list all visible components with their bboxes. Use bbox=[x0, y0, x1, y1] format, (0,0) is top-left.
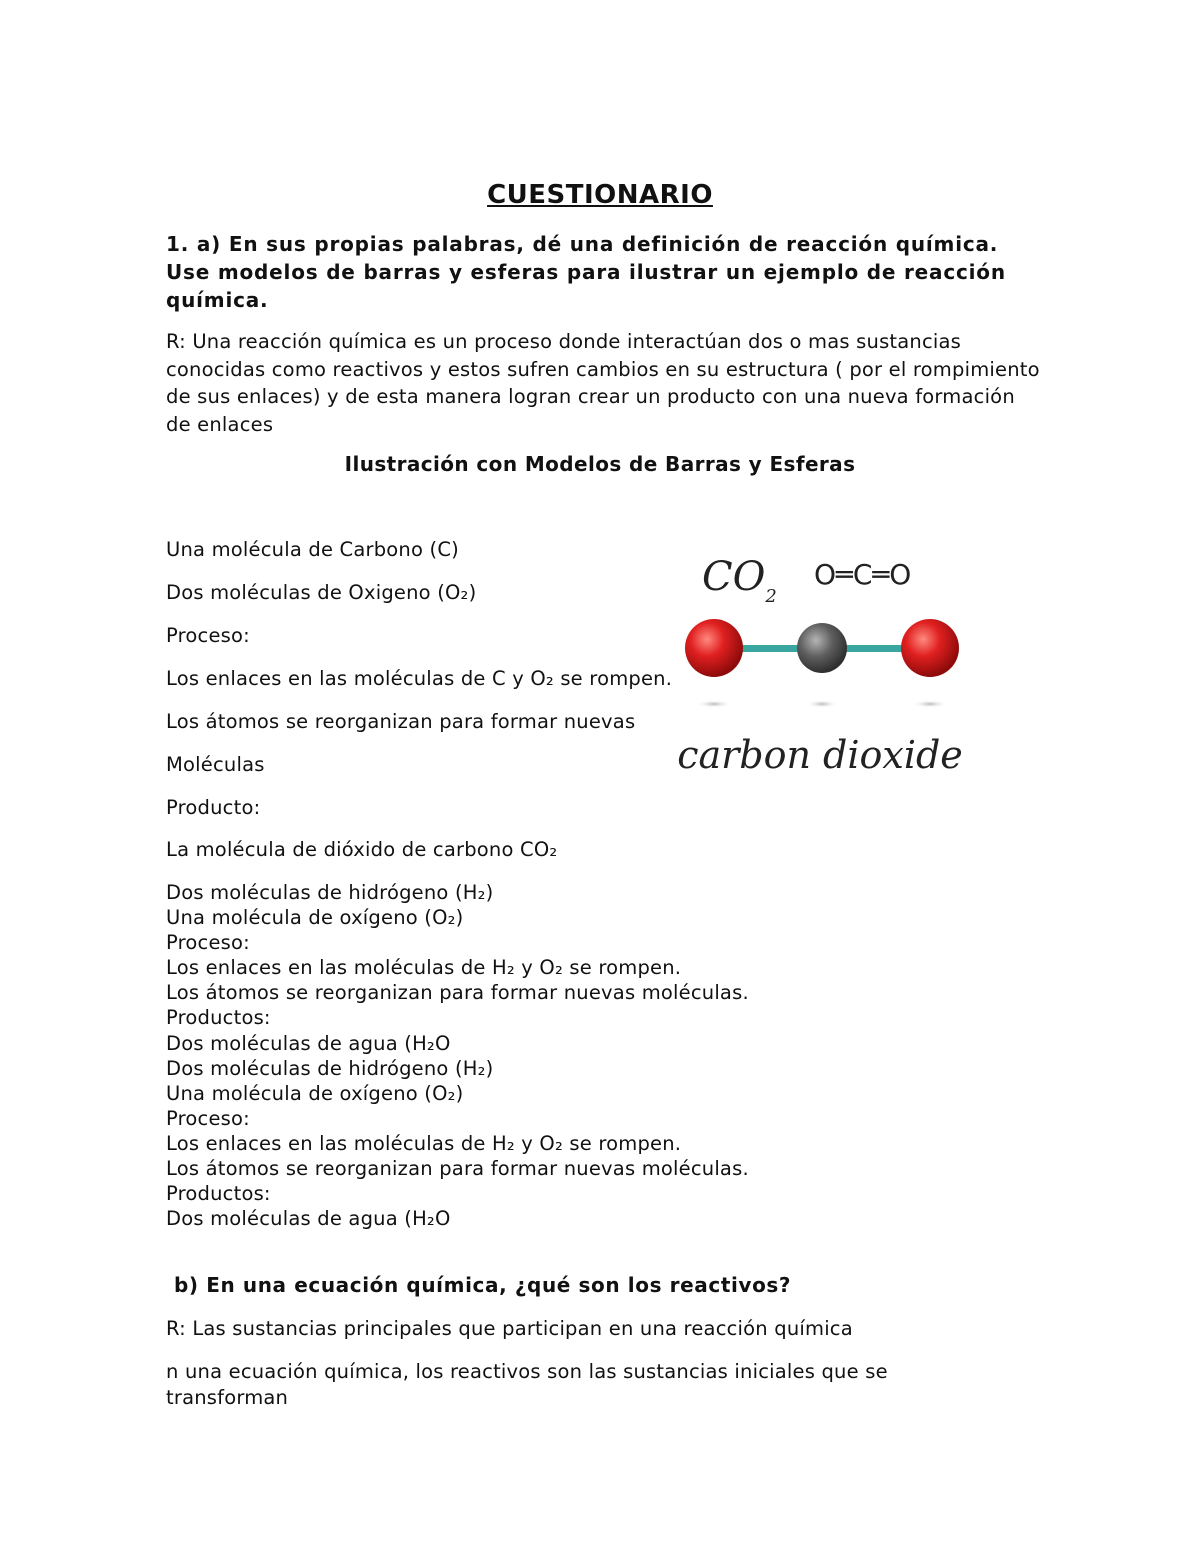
example2-line: Dos moléculas de agua (H₂O bbox=[166, 1031, 451, 1055]
example1-line: Los átomos se reorganizan para formar nuevas bbox=[166, 710, 636, 733]
example2-line: Los enlaces en las moléculas de H₂ y O₂ se rompen. bbox=[166, 1131, 682, 1155]
answer-a: R: Una reacción química es un proceso donde interactúan dos o mas sustancias conocidas como reactivos y estos sufren cambios en su estructura ( por el rompimiento de sus enlaces) y de esta manera logran crear un producto con una nueva formación de enlaces bbox=[166, 330, 1040, 436]
example1-line: Producto: bbox=[166, 796, 261, 819]
example2-line: Los átomos se reorganizan para formar nuevas moléculas. bbox=[166, 981, 749, 1005]
carbon-atom bbox=[797, 623, 847, 673]
example2-line: Los átomos se reorganizan para formar nuevas moléculas. bbox=[166, 1157, 749, 1181]
co2-formula-label: $CO_2$ bbox=[702, 554, 777, 607]
example2-line: Productos: bbox=[166, 1182, 271, 1206]
question-b: b) En una ecuación química, ¿qué son los reactivos? bbox=[174, 1273, 792, 1297]
example1-line: Dos moléculas de Oxigeno (O₂) bbox=[166, 581, 477, 604]
example1-line: Los enlaces en las moléculas de C y O₂ se rompen. bbox=[166, 667, 673, 690]
example2-line: Una molécula de oxígeno (O₂) bbox=[166, 1081, 464, 1105]
illustration-title: Ilustración con Modelos de Barras y Esferas bbox=[344, 452, 856, 476]
example2-line: Dos moléculas de agua (H₂O bbox=[166, 1207, 451, 1231]
example2-line: Una molécula de oxígeno (O₂) bbox=[166, 906, 464, 930]
question-a: 1. a) En sus propias palabras, dé una definición de reacción química. Use modelos de barras y esferas para ilustrar un ejemplo de reacción química. bbox=[166, 232, 1006, 312]
oxygen-atom-right bbox=[901, 619, 959, 677]
bond-right bbox=[837, 645, 912, 652]
answer-b-line1: R: Las sustancias principales que participan en una reacción química bbox=[166, 1317, 853, 1340]
oxygen-atom-left bbox=[685, 619, 743, 677]
example1-line: Moléculas bbox=[166, 753, 265, 776]
example2-block bbox=[166, 880, 749, 1231]
answer-b-line2: n una ecuación química, los reactivos son las sustancias iniciales que se transforman bbox=[166, 1360, 888, 1409]
example2-line: Dos moléculas de hidrógeno (H₂) bbox=[166, 881, 494, 904]
bond-left bbox=[732, 645, 807, 652]
page-title: CUESTIONARIO bbox=[487, 180, 713, 210]
example1-line: Una molécula de Carbono (C) bbox=[166, 538, 459, 561]
example2-line: Los enlaces en las moléculas de H₂ y O₂ se rompen. bbox=[166, 956, 682, 980]
example2-line: Proceso: bbox=[166, 931, 250, 955]
structural-formula: O═C═O bbox=[814, 558, 912, 591]
shadow bbox=[806, 700, 838, 708]
example2-line: Productos: bbox=[166, 1006, 271, 1030]
example2-line: Dos moléculas de hidrógeno (H₂) bbox=[166, 1056, 494, 1080]
example1-line: Proceso: bbox=[166, 624, 250, 647]
shadow bbox=[912, 700, 948, 708]
example1-line: La molécula de dióxido de carbono CO₂ bbox=[166, 838, 558, 861]
co2-molecule-illustration bbox=[672, 530, 972, 780]
shadow bbox=[696, 700, 732, 708]
figure-caption: carbon dioxide bbox=[677, 733, 963, 777]
example2-line: Proceso: bbox=[166, 1106, 250, 1130]
